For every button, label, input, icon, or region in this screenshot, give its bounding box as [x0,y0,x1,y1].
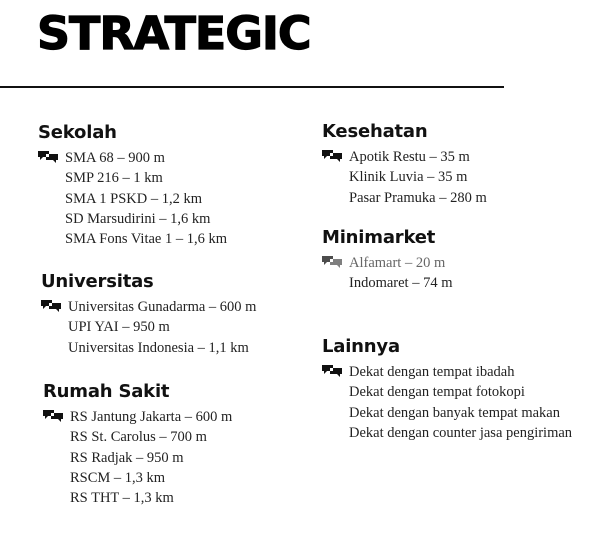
list-item: UPI YAI – 950 m [68,319,170,336]
list-item: SMA 68 – 900 m [65,150,165,166]
item-list [322,253,453,294]
section-rumah-sakit [43,381,232,508]
section-heading: Rumah Sakit [43,381,170,402]
list-item: Dekat dengan banyak tempat makan [349,404,560,421]
page-title: STRATEGIC [37,7,311,60]
list-item: Indomaret – 74 m [349,275,453,292]
item-list [41,297,256,358]
comments-icon [41,300,61,312]
list-item: Apotik Restu – 35 m [349,149,470,165]
comments-icon [322,150,342,162]
list-item: Universitas Gunadarma – 600 m [68,299,257,315]
list-item: SD Marsudirini – 1,6 km [65,210,211,227]
list-item: Klinik Luvia – 35 m [349,169,468,186]
comments-icon [43,410,63,422]
list-item: RSCM – 1,3 km [70,469,166,486]
item-list [322,147,487,208]
list-item: Dekat dengan tempat fotokopi [349,384,525,401]
section-heading: Universitas [41,271,154,292]
section-heading: Lainnya [322,336,400,357]
list-item: SMA 1 PSKD – 1,2 km [65,190,202,207]
section-lainnya [322,336,572,443]
section-heading: Sekolah [38,122,117,143]
list-item: RS Radjak – 950 m [70,449,184,466]
section-heading: Minimarket [322,227,436,248]
list-item: Alfamart – 20 m [349,255,446,271]
section-minimarket [322,227,453,294]
list-item: RS St. Carolus – 700 m [70,429,207,446]
item-list [43,407,232,508]
list-item: SMP 216 – 1 km [65,170,163,187]
list-item: Universitas Indonesia – 1,1 km [68,339,249,356]
list-item: Dekat dengan counter jasa pengiriman [349,424,573,441]
list-item: RS Jantung Jakarta – 600 m [70,409,233,425]
list-item: Pasar Pramuka – 280 m [349,189,487,206]
list-item: SMA Fons Vitae 1 – 1,6 km [65,231,228,248]
section-heading: Kesehatan [322,121,428,142]
list-item: RS THT – 1,3 km [70,490,174,507]
item-list [38,148,227,249]
list-item: Dekat dengan tempat ibadah [349,364,515,380]
comments-icon [38,151,58,163]
section-universitas [41,271,256,358]
section-kesehatan [322,121,487,208]
section-sekolah [38,122,227,249]
title-divider [0,86,504,88]
comments-icon [322,365,342,377]
item-list [322,362,572,443]
comments-icon [322,256,342,268]
